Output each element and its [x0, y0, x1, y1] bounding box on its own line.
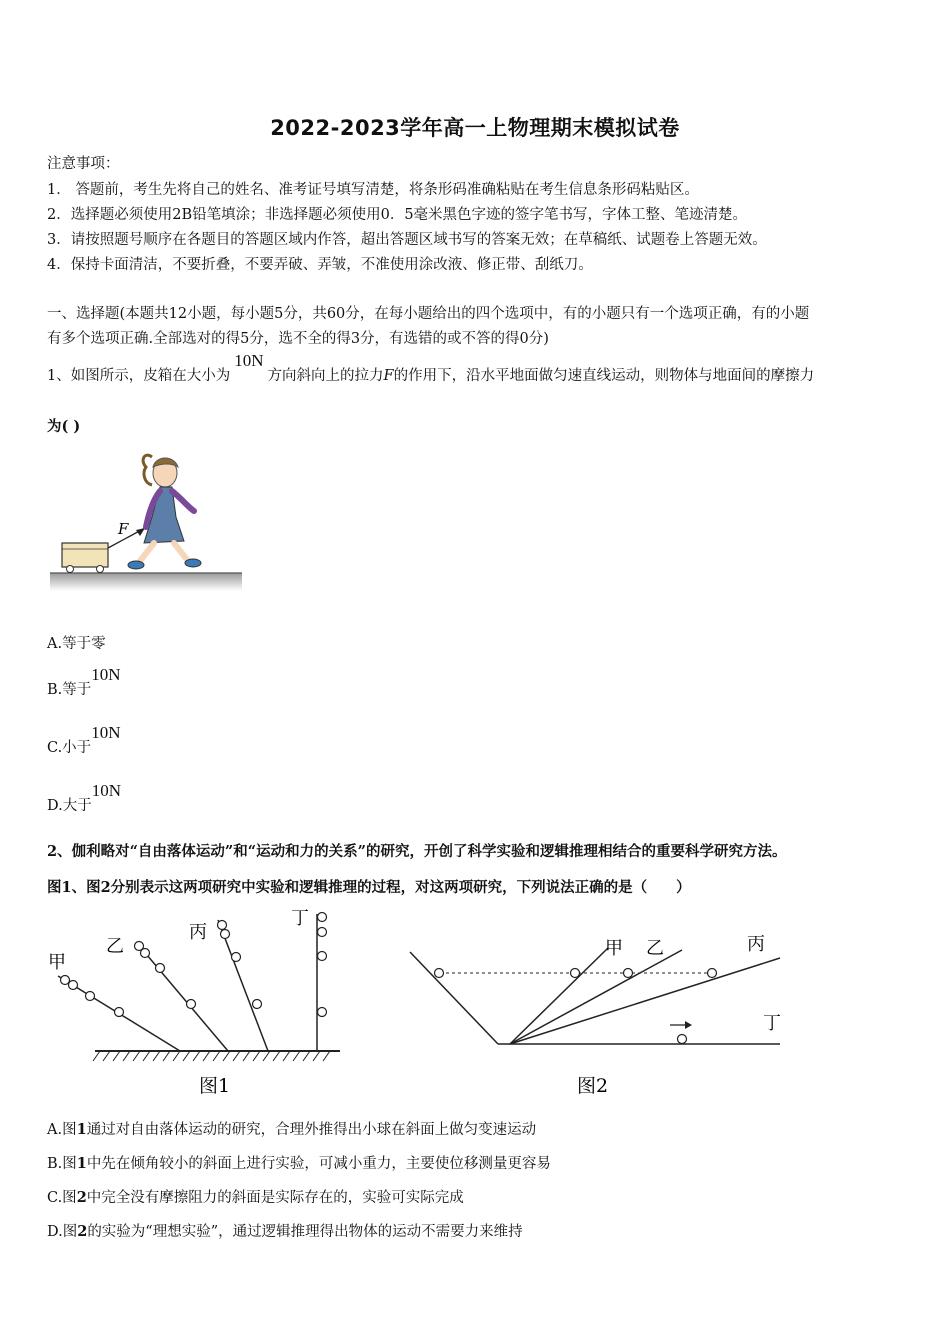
q1-option-d-value: 10N — [91, 781, 121, 800]
q1-option-b[interactable]: B.等于10N — [47, 665, 121, 698]
q2-figure-1 — [40, 900, 350, 1100]
q2-option-d[interactable]: D.图2的实验为“理想实验”，通过逻辑推理得出物体的运动不需要力来维持 — [47, 1223, 523, 1240]
ground-hatching — [93, 1051, 330, 1061]
label-yi: 乙 — [646, 938, 664, 959]
q1-prefix: 1、如图所示，皮箱在大小为 — [47, 368, 231, 384]
q1-option-b-value: 10N — [91, 665, 121, 684]
q1-option-c-value: 10N — [91, 723, 121, 742]
q1-option-d[interactable]: D.大于10N — [47, 781, 121, 814]
notice-item: 3．请按照题号顺序在各题目的答题区域内作答，超出答题区域书写的答案无效；在草稿纸、试题卷上答题无效。 — [47, 232, 767, 248]
wheel — [67, 566, 74, 573]
q1-option-c[interactable]: C.小于10N — [47, 723, 121, 756]
label-bing: 丙 — [189, 922, 207, 943]
q2-figure-2 — [400, 920, 790, 1100]
question-1-stem-cont: 为( ) — [47, 418, 81, 435]
figure-2-caption: 图2 — [577, 1075, 609, 1097]
incline-yi — [136, 942, 228, 1051]
q2-option-c[interactable]: C.图2中完全没有摩擦阻力的斜面是实际存在的，实验可实际完成 — [47, 1189, 464, 1206]
incline-left — [410, 952, 498, 1044]
figure-1-caption: 图1 — [199, 1075, 231, 1097]
q1-suffix-a: 方向斜向上的拉力 — [267, 368, 384, 384]
section-heading-cont: 有多个选项正确.全部选对的得5分，选不全的得3分，有选错的或不答的得0分) — [47, 331, 549, 347]
question-2-stem: 2、伽利略对“自由落体运动”和“运动和力的关系”的研究，开创了科学实验和逻辑推理相结合的重要科学研究方法。 — [47, 843, 787, 860]
notice-heading: 注意事项： — [47, 156, 120, 172]
q1-force-var: F — [383, 368, 394, 384]
label-jia: 甲 — [48, 952, 66, 973]
question-1-stem — [47, 351, 815, 385]
section-heading: 一、选择题(本题共12小题，每小题5分，共60分，在每小题给出的四个选项中，有的小题只有一个选项正确，有的小题 — [47, 306, 810, 322]
q1-force-value: 10N — [234, 351, 264, 370]
notice-item: 2．选择题必须使用2B铅笔填涂；非选择题必须使用0．5毫米黑色字迹的签字笔书写，字体工整、笔迹清楚。 — [47, 207, 748, 223]
force-label: F — [118, 520, 129, 538]
label-yi: 乙 — [106, 936, 124, 957]
notice-item: 4．保持卡面清洁，不要折叠，不要弄破、弄皱，不准使用涂改液、修正带、刮纸刀。 — [47, 257, 593, 273]
ground-shadow — [50, 573, 242, 591]
label-ding: 丁 — [291, 908, 309, 929]
q1-suffix-b: 的作用下，沿水平地面做匀速直线运动，则物体与地面间的摩擦力 — [393, 368, 815, 384]
page-title: 2022-2023学年高一上物理期末模拟试卷 — [270, 116, 680, 140]
label-jia: 甲 — [605, 938, 623, 959]
q2-option-a[interactable]: A.图1通过对自由落体运动的研究，合理外推得出小球在斜面上做匀变速运动 — [47, 1121, 537, 1138]
notice-item: 1． 答题前，考生先将自己的姓名、准考证号填写清楚，将条形码准确粘贴在考生信息条形码粘贴区。 — [47, 182, 699, 198]
incline-bing — [218, 920, 268, 1051]
suitcase — [62, 543, 108, 567]
q1-option-a[interactable]: A.等于零 — [47, 636, 106, 652]
incline-jia — [510, 948, 608, 1044]
question-2-stem-cont: 图1、图2分别表示这两项研究中实验和逻辑推理的过程，对这两项研究，下列说法正确的是（ ） — [47, 879, 691, 896]
q1-figure — [48, 445, 244, 593]
label-bing: 丙 — [747, 934, 765, 955]
wheel — [97, 566, 104, 573]
q2-option-b[interactable]: B.图1中先在倾角较小的斜面上进行实验，可减小重力，主要使位移测量更容易 — [47, 1155, 551, 1172]
girl-figure — [128, 455, 201, 569]
label-ding: 丁 — [763, 1013, 781, 1034]
